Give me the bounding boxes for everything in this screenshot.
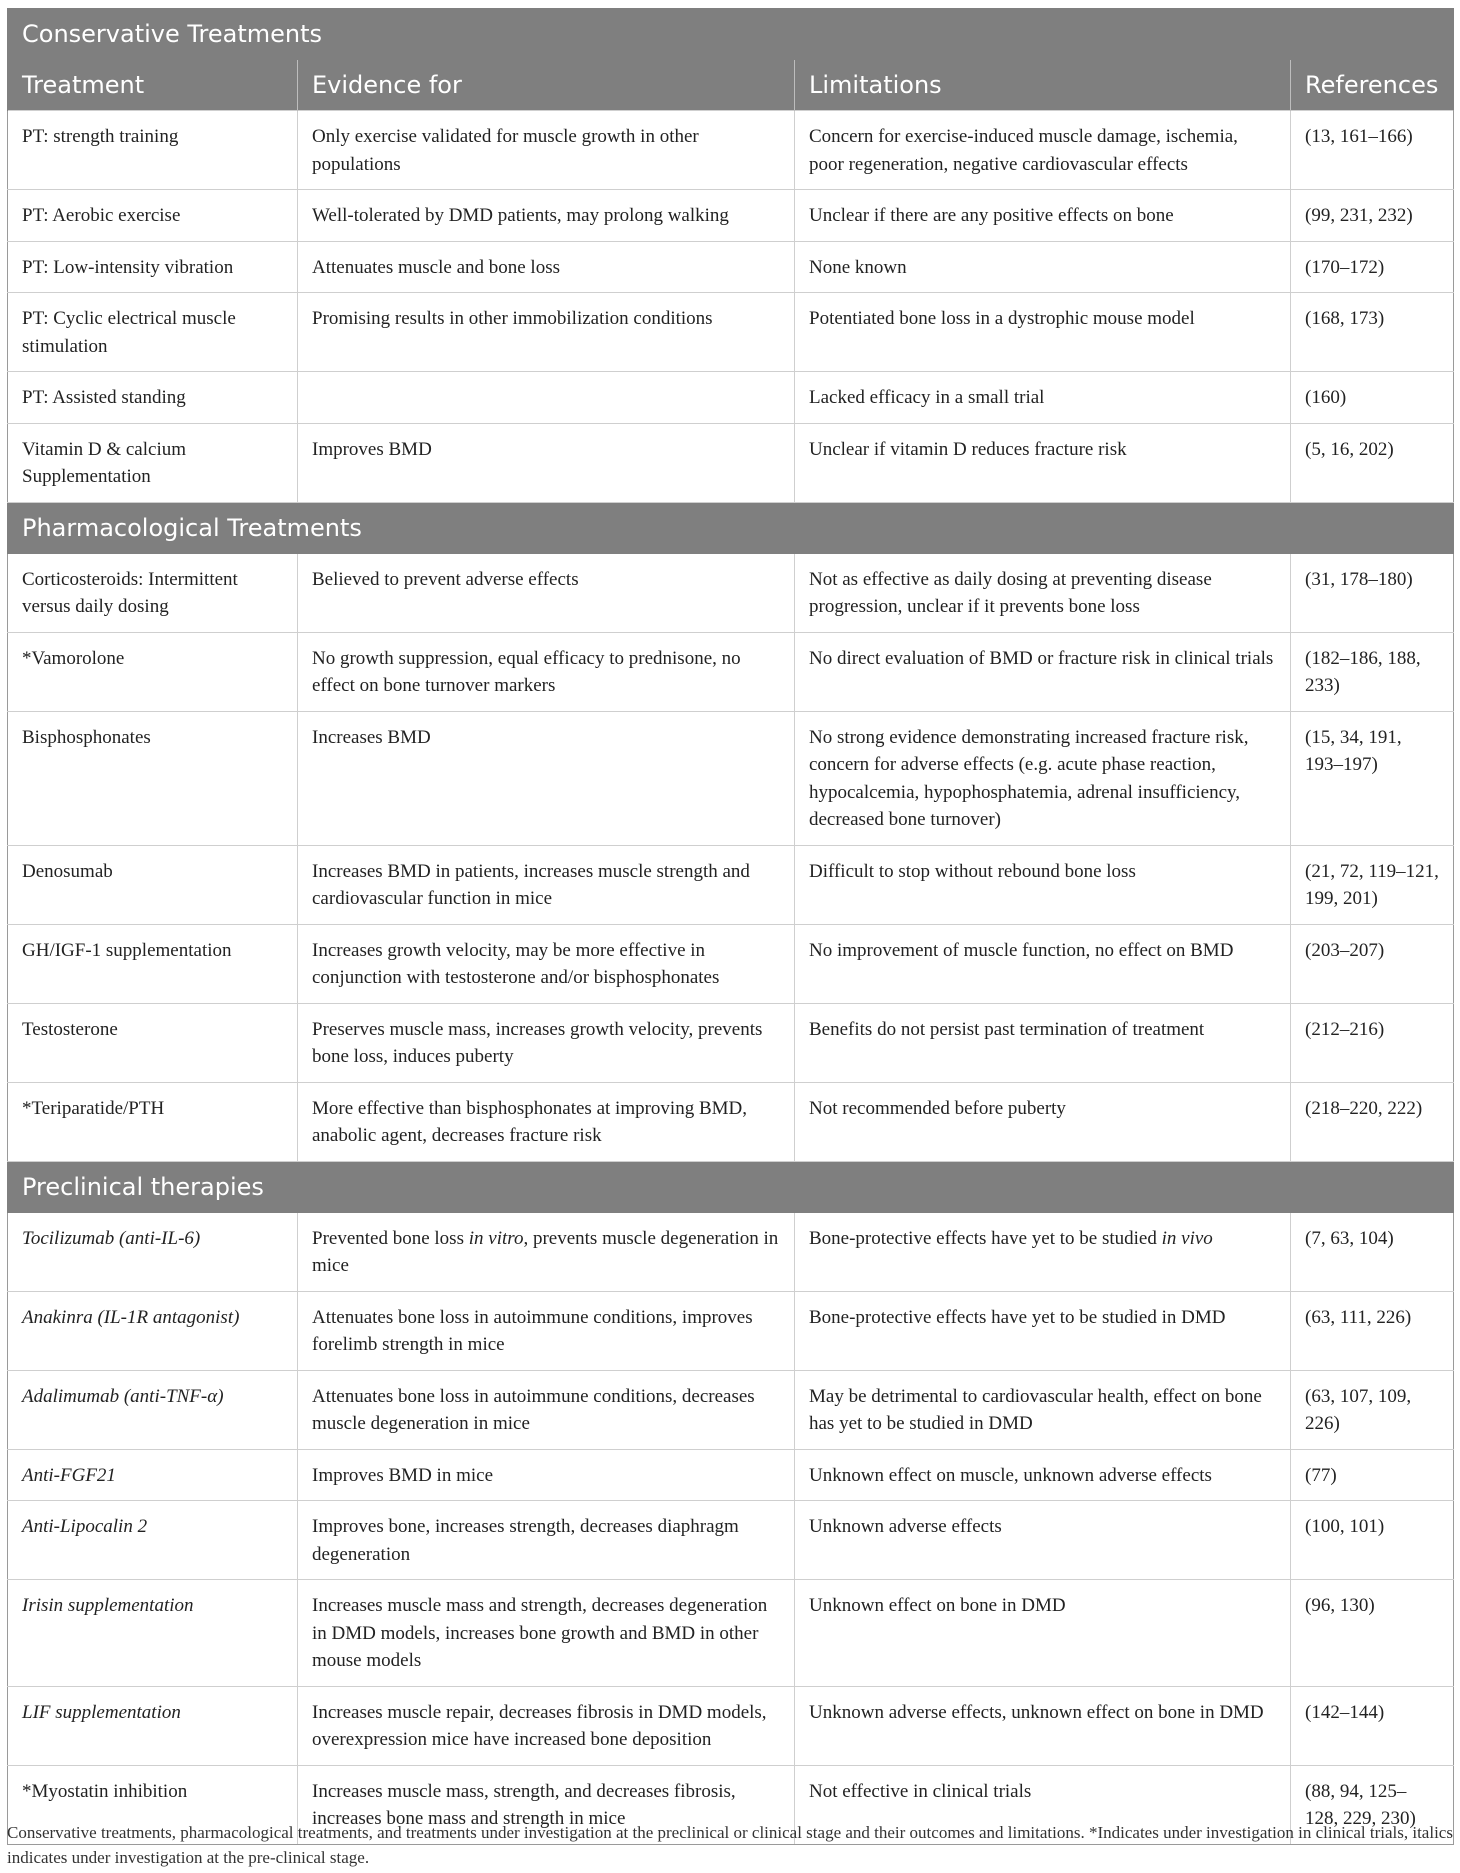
treatment-cell: *Vamorolone	[8, 632, 298, 711]
treatment-cell: *Myostatin inhibition	[8, 1765, 298, 1844]
references-cell[interactable]: (7, 63, 104)	[1291, 1212, 1454, 1291]
section-header-pharmacological	[8, 502, 1454, 553]
table-row	[8, 553, 1454, 632]
limitations-cell: Unclear if vitamin D reduces fracture risk	[795, 423, 1291, 502]
references-cell[interactable]: (218–220, 222)	[1291, 1082, 1454, 1161]
table-row	[8, 190, 1454, 242]
evidence-cell	[298, 1212, 795, 1291]
table-row	[8, 1212, 1454, 1291]
treatment-cell: Testosterone	[8, 1003, 298, 1082]
evidence-italic-text: in vitro	[468, 1227, 524, 1249]
section-header-preclinical	[8, 1161, 1454, 1212]
limitations-cell: Unclear if there are any positive effects on bone	[795, 190, 1291, 242]
evidence-cell: Improves BMD in mice	[298, 1449, 795, 1501]
section-title: Pharmacological Treatments	[8, 502, 1454, 553]
column-header-evidence: Evidence for	[298, 60, 795, 111]
evidence-cell: Improves bone, increases strength, decreases diaphragm degeneration	[298, 1501, 795, 1580]
limitations-cell: Not recommended before puberty	[795, 1082, 1291, 1161]
limitations-italic-text: in vivo	[1161, 1227, 1213, 1249]
references-cell[interactable]: (168, 173)	[1291, 293, 1454, 372]
section-header-conservative	[8, 9, 1454, 60]
references-cell[interactable]: (77)	[1291, 1449, 1454, 1501]
limitations-cell: No strong evidence demonstrating increased fracture risk, concern for adverse effects (e.g. acute phase reaction, hypocalcemia, hypophosphatemia, adrenal insufficiency, decreased bone turnover)	[795, 711, 1291, 845]
references-cell[interactable]: (21, 72, 119–121, 199, 201)	[1291, 845, 1454, 924]
table-row	[8, 1686, 1454, 1765]
evidence-cell: Increases muscle repair, decreases fibrosis in DMD models, overexpression mice have increased bone deposition	[298, 1686, 795, 1765]
treatment-cell: Anakinra (IL-1R antagonist)	[8, 1291, 298, 1370]
treatments-table-container	[7, 8, 1453, 1845]
treatment-cell: Tocilizumab (anti-IL-6)	[8, 1212, 298, 1291]
limitations-cell: Not as effective as daily dosing at preventing disease progression, unclear if it prevents bone loss	[795, 553, 1291, 632]
evidence-cell	[298, 372, 795, 424]
evidence-cell: Improves BMD	[298, 423, 795, 502]
column-header-references: References	[1291, 60, 1454, 111]
limitations-cell: Lacked efficacy in a small trial	[795, 372, 1291, 424]
evidence-cell: Increases BMD in patients, increases muscle strength and cardiovascular function in mice	[298, 845, 795, 924]
evidence-cell: Preserves muscle mass, increases growth velocity, prevents bone loss, induces puberty	[298, 1003, 795, 1082]
table-row	[8, 1449, 1454, 1501]
evidence-cell: Increases growth velocity, may be more effective in conjunction with testosterone and/or bisphosphonates	[298, 924, 795, 1003]
evidence-cell: Increases muscle mass, strength, and decreases fibrosis, increases bone mass and strength in mice	[298, 1765, 795, 1844]
limitations-cell: Unknown effect on muscle, unknown adverse effects	[795, 1449, 1291, 1501]
references-cell[interactable]: (88, 94, 125–128, 229, 230)	[1291, 1765, 1454, 1844]
treatment-cell: Bisphosphonates	[8, 711, 298, 845]
treatment-cell: GH/IGF-1 supplementation	[8, 924, 298, 1003]
references-cell[interactable]: (63, 111, 226)	[1291, 1291, 1454, 1370]
treatment-cell: PT: Low-intensity vibration	[8, 241, 298, 293]
references-cell[interactable]: (13, 161–166)	[1291, 111, 1454, 190]
evidence-cell: Attenuates bone loss in autoimmune conditions, decreases muscle degeneration in mice	[298, 1370, 795, 1449]
section-title: Conservative Treatments	[8, 9, 1454, 60]
table-row	[8, 1003, 1454, 1082]
treatment-cell: *Teriparatide/PTH	[8, 1082, 298, 1161]
treatment-cell: PT: strength training	[8, 111, 298, 190]
references-cell[interactable]: (160)	[1291, 372, 1454, 424]
table-row	[8, 632, 1454, 711]
references-cell[interactable]: (5, 16, 202)	[1291, 423, 1454, 502]
limitations-cell: Difficult to stop without rebound bone loss	[795, 845, 1291, 924]
references-cell[interactable]: (96, 130)	[1291, 1580, 1454, 1687]
section-title: Preclinical therapies	[8, 1161, 1454, 1212]
table-row	[8, 924, 1454, 1003]
table-row	[8, 372, 1454, 424]
evidence-text: Prevented bone loss	[312, 1227, 469, 1249]
treatment-cell: Vitamin D & calcium Supplementation	[8, 423, 298, 502]
treatment-cell: Anti-Lipocalin 2	[8, 1501, 298, 1580]
treatment-cell: Adalimumab (anti-TNF-α)	[8, 1370, 298, 1449]
references-cell[interactable]: (142–144)	[1291, 1686, 1454, 1765]
table-row	[8, 711, 1454, 845]
limitations-cell: Not effective in clinical trials	[795, 1765, 1291, 1844]
limitations-cell	[795, 1212, 1291, 1291]
limitations-cell: No direct evaluation of BMD or fracture risk in clinical trials	[795, 632, 1291, 711]
limitations-cell: Potentiated bone loss in a dystrophic mouse model	[795, 293, 1291, 372]
column-header-treatment: Treatment	[8, 60, 298, 111]
column-header-row	[8, 60, 1454, 111]
treatment-cell: Corticosteroids: Intermittent versus daily dosing	[8, 553, 298, 632]
limitations-cell: May be detrimental to cardiovascular health, effect on bone has yet to be studied in DMD	[795, 1370, 1291, 1449]
references-cell[interactable]: (15, 34, 191, 193–197)	[1291, 711, 1454, 845]
evidence-cell: No growth suppression, equal efficacy to prednisone, no effect on bone turnover markers	[298, 632, 795, 711]
table-row	[8, 423, 1454, 502]
limitations-cell: None known	[795, 241, 1291, 293]
table-row	[8, 1501, 1454, 1580]
references-cell[interactable]: (182–186, 188, 233)	[1291, 632, 1454, 711]
treatments-table	[7, 8, 1454, 1845]
table-row	[8, 1580, 1454, 1687]
references-cell[interactable]: (31, 178–180)	[1291, 553, 1454, 632]
limitations-cell: Unknown adverse effects, unknown effect on bone in DMD	[795, 1686, 1291, 1765]
limitations-text: Bone-protective effects have yet to be studied	[809, 1227, 1162, 1249]
limitations-cell: Concern for exercise-induced muscle damage, ischemia, poor regeneration, negative cardiovascular effects	[795, 111, 1291, 190]
evidence-cell: Promising results in other immobilization conditions	[298, 293, 795, 372]
treatment-cell: Anti-FGF21	[8, 1449, 298, 1501]
references-cell[interactable]: (63, 107, 109, 226)	[1291, 1370, 1454, 1449]
evidence-cell: Well-tolerated by DMD patients, may prolong walking	[298, 190, 795, 242]
evidence-cell: Increases muscle mass and strength, decreases degeneration in DMD models, increases bone growth and BMD in other mouse models	[298, 1580, 795, 1687]
table-row	[8, 845, 1454, 924]
table-row	[8, 293, 1454, 372]
table-row	[8, 1291, 1454, 1370]
limitations-cell: Benefits do not persist past termination of treatment	[795, 1003, 1291, 1082]
table-row	[8, 241, 1454, 293]
references-cell[interactable]: (203–207)	[1291, 924, 1454, 1003]
treatment-cell: Denosumab	[8, 845, 298, 924]
evidence-cell: Believed to prevent adverse effects	[298, 553, 795, 632]
evidence-cell: Increases BMD	[298, 711, 795, 845]
evidence-cell: Attenuates bone loss in autoimmune conditions, improves forelimb strength in mice	[298, 1291, 795, 1370]
references-cell[interactable]: (212–216)	[1291, 1003, 1454, 1082]
treatment-cell: PT: Cyclic electrical muscle stimulation	[8, 293, 298, 372]
evidence-cell: More effective than bisphosphonates at improving BMD, anabolic agent, decreases fracture risk	[298, 1082, 795, 1161]
references-cell[interactable]: (170–172)	[1291, 241, 1454, 293]
evidence-cell: Attenuates muscle and bone loss	[298, 241, 795, 293]
limitations-cell: Unknown adverse effects	[795, 1501, 1291, 1580]
table-row	[8, 1370, 1454, 1449]
limitations-cell: No improvement of muscle function, no effect on BMD	[795, 924, 1291, 1003]
treatment-cell: Irisin supplementation	[8, 1580, 298, 1687]
evidence-cell: Only exercise validated for muscle growth in other populations	[298, 111, 795, 190]
treatment-cell: LIF supplementation	[8, 1686, 298, 1765]
limitations-cell: Bone-protective effects have yet to be studied in DMD	[795, 1291, 1291, 1370]
treatment-cell: PT: Aerobic exercise	[8, 190, 298, 242]
table-row	[8, 1082, 1454, 1161]
references-cell[interactable]: (100, 101)	[1291, 1501, 1454, 1580]
table-row	[8, 111, 1454, 190]
treatment-cell: PT: Assisted standing	[8, 372, 298, 424]
evidence-text: , prevents muscle degeneration in mice	[312, 1227, 779, 1276]
references-cell[interactable]: (99, 231, 232)	[1291, 190, 1454, 242]
table-footnote: Conservative treatments, pharmacological treatments, and treatments under investigation at the preclinical or clinical stage and their outcomes and limitations. *Indicates under investigation in clinical trials, italics indicates under investigation at the pre-clinical stage.	[7, 1823, 1453, 1867]
column-header-limitations: Limitations	[795, 60, 1291, 111]
limitations-cell: Unknown effect on bone in DMD	[795, 1580, 1291, 1687]
